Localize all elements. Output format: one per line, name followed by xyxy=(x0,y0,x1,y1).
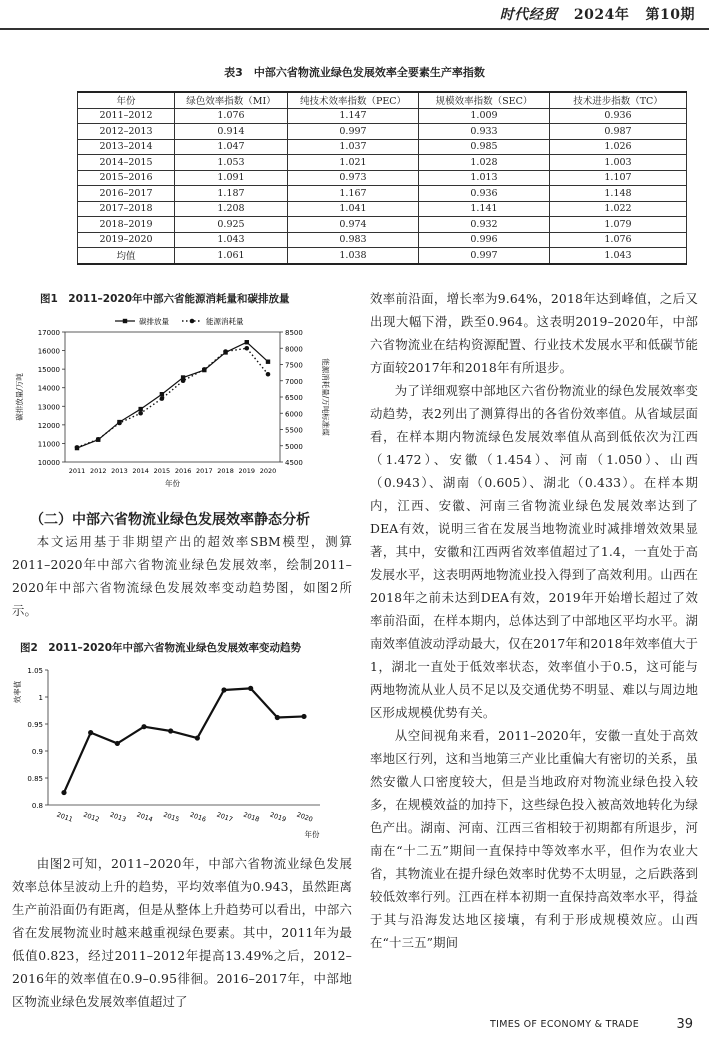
y-tick-label: 0.85 xyxy=(27,775,43,783)
right-tick-label: 4500 xyxy=(285,459,303,467)
table-cell: 1.038 xyxy=(288,248,419,264)
table-cell: 2012–2013 xyxy=(78,124,175,140)
efficiency-point xyxy=(88,730,93,735)
efficiency-point xyxy=(115,741,120,746)
table-cell: 1.076 xyxy=(550,232,687,248)
energy-point xyxy=(244,346,249,351)
running-header xyxy=(500,4,695,24)
energy-point xyxy=(181,378,186,383)
left-tick-label: 12000 xyxy=(37,421,60,430)
table-cell: 1.147 xyxy=(288,108,419,124)
table-row xyxy=(78,155,687,171)
table-cell: 0.933 xyxy=(419,124,550,140)
table-cell: 2014–2015 xyxy=(78,155,175,171)
efficiency-point xyxy=(168,728,173,733)
table-row xyxy=(78,217,687,233)
efficiency-table xyxy=(77,91,687,265)
y-tick-label: 0.8 xyxy=(31,802,43,810)
x-tick-label: 2020 xyxy=(259,467,277,475)
carbon-point xyxy=(138,407,142,411)
energy-consumption-line xyxy=(77,348,268,447)
table-cell: 1.148 xyxy=(550,186,687,202)
energy-point xyxy=(202,367,207,372)
x-tick-label: 2017 xyxy=(196,467,213,475)
energy-point xyxy=(96,437,101,442)
x-tick-label: 2015 xyxy=(153,467,171,475)
paragraph-text: 由图2可知，2011–2020年，中部六省物流业绿色发展效率总体呈波动上升的趋势，平均效率值为0.943，虽然距离生产前沿面仍有距离，但是从整体上升趋势可以看出，中部六省在发展物流业时越来越重视绿色要素。其中，2011年为最低值0.823，经过2011–2012年提高13.49%之后，2012–2016年的效率值在0.9–0.95徘徊。2016–2017年，中部地区物流业绿色发展效率值超过了 xyxy=(12,856,352,1009)
x-tick-label: 2019 xyxy=(238,467,256,475)
right-tick-label: 5000 xyxy=(285,442,303,451)
right-tick-label: 8000 xyxy=(285,345,303,354)
table-cell: 1.047 xyxy=(175,139,288,155)
x-tick-label: 2013 xyxy=(111,467,128,475)
carbon-point xyxy=(245,340,249,344)
figure2-caption: 图2 2011–2020年中部六省物流业绿色发展效率变动趋势 xyxy=(20,642,302,654)
table-cell: 0.987 xyxy=(550,124,687,140)
table-cell: 2015–2016 xyxy=(78,170,175,186)
journal-name: 时代经贸 xyxy=(499,7,558,23)
table-row xyxy=(78,170,687,186)
table-cell: 1.079 xyxy=(550,217,687,233)
table-cell: 2013–2014 xyxy=(78,139,175,155)
x-tick-label: 2018 xyxy=(242,810,261,824)
energy-point xyxy=(266,372,271,377)
left-axis-label: 碳排放量/万吨 xyxy=(15,373,24,421)
legend-carbon-label: 碳排放量 xyxy=(139,317,169,326)
energy-point xyxy=(160,396,165,401)
table-cell: 1.013 xyxy=(419,170,550,186)
energy-point xyxy=(75,445,80,450)
table-cell: 1.053 xyxy=(175,155,288,171)
table-cell: 1.208 xyxy=(175,201,288,217)
x-tick-label: 2020 xyxy=(295,810,314,824)
energy-point xyxy=(117,421,122,426)
efficiency-point xyxy=(301,714,306,719)
table-cell: 1.141 xyxy=(419,201,550,217)
x-tick-label: 2012 xyxy=(82,810,101,824)
section-heading: （二）中部六省物流业绿色发展效率静态分析 xyxy=(30,512,310,528)
table-cell: 1.167 xyxy=(288,186,419,202)
footer-journal: TIMES OF ECONOMY & TRADE xyxy=(490,1019,639,1030)
right-tick-label: 7000 xyxy=(285,377,303,386)
table-cell: 1.028 xyxy=(419,155,550,171)
y-tick-label: 0.9 xyxy=(31,748,43,756)
table-cell: 1.003 xyxy=(550,155,687,171)
table-cell: 1.061 xyxy=(175,248,288,264)
table-cell: 2017–2018 xyxy=(78,201,175,217)
table-cell: 2011–2012 xyxy=(78,108,175,124)
table-header-row xyxy=(78,92,687,108)
y-axis-label: 效率值 xyxy=(13,680,22,704)
left-tick-label: 10000 xyxy=(37,459,60,467)
table-cell: 1.091 xyxy=(175,170,288,186)
table-cell: 0.974 xyxy=(288,217,419,233)
efficiency-point xyxy=(275,715,280,720)
legend-carbon-marker xyxy=(123,319,127,323)
energy-point xyxy=(223,349,228,354)
column-header: 年份 xyxy=(78,92,175,108)
right-axis-label: 能源消耗量/万吨标准煤 xyxy=(321,358,330,436)
left-paragraph-1 xyxy=(12,530,352,622)
x-tick-label: 2018 xyxy=(217,467,234,475)
paragraph-text: 从空间视角来看，2011–2020年，安徽一直处于高效率地区行列，这和当地第三产业比重偏大有密切的关系，虽然安徽人口密度较大，但是当地政府对物流业绿色投入较多，在规模效益的加持下，这些绿色投入被高效地转化为绿色产出。湖南、河南、江西三省相较于初期都有所退步，河南在“十二五”期间一直保持中等效率水平，但作为农业大省，其物流业在提升绿色效率时优势不太明显，之后跌落到较低效率行列。江西在样本初期一直保持高效率水平，得益于其与沿海发达地区接壤，有利于形成规模效应。山西在“十三五”期间 xyxy=(370,728,698,950)
y-tick-label: 1.05 xyxy=(27,667,43,675)
right-tick-label: 6000 xyxy=(285,410,303,419)
carbon-point xyxy=(160,392,164,396)
table-row xyxy=(78,232,687,248)
paragraph-text: 效率前沿面，增长率为9.64%，2018年达到峰值，之后又出现大幅下滑，跌至0.964。这表明2019–2020年，中部六省物流业在结构资源配置、行业技术发展水平和低碳节能方面较2017年和2018年有所退步。 xyxy=(370,291,698,375)
left-tick-label: 13000 xyxy=(37,403,60,412)
table-cell: 2019–2020 xyxy=(78,232,175,248)
legend-energy-marker xyxy=(190,319,195,324)
x-tick-label: 2015 xyxy=(162,810,181,824)
plot-frame xyxy=(65,332,280,462)
x-axis-label: 年份 xyxy=(304,830,320,839)
left-tick-label: 17000 xyxy=(37,329,60,337)
table-cell: 1.009 xyxy=(419,108,550,124)
left-paragraph-2 xyxy=(12,852,352,1013)
table-cell: 1.043 xyxy=(550,248,687,264)
table-cell: 0.997 xyxy=(419,248,550,264)
x-axis-label: 年份 xyxy=(165,479,180,488)
figure1-caption: 图1 2011–2020年中部六省能源消耗量和碳排放量 xyxy=(40,293,290,305)
right-tick-label: 6500 xyxy=(285,394,303,402)
y-tick-label: 1 xyxy=(38,694,43,702)
table-cell: 1.022 xyxy=(550,201,687,217)
table-cell: 0.925 xyxy=(175,217,288,233)
table-cell: 1.107 xyxy=(550,170,687,186)
left-tick-label: 11000 xyxy=(37,440,60,449)
column-header: 规模效率指数（SEC） xyxy=(419,92,550,108)
header-rule xyxy=(0,28,709,30)
right-tick-label: 8500 xyxy=(285,329,303,337)
column-header: 绿色效率指数（MI） xyxy=(175,92,288,108)
figure2-chart xyxy=(10,660,340,840)
right-tick-label: 7500 xyxy=(285,361,303,370)
journal-issue: 第10期 xyxy=(645,7,695,23)
table-cell: 0.973 xyxy=(288,170,419,186)
legend-energy-label: 能源消耗量 xyxy=(206,317,244,326)
x-tick-label: 2012 xyxy=(89,467,107,475)
table-cell: 1.076 xyxy=(175,108,288,124)
table-cell: 1.026 xyxy=(550,139,687,155)
table-cell: 0.914 xyxy=(175,124,288,140)
table-row xyxy=(78,248,687,264)
table-cell: 1.037 xyxy=(288,139,419,155)
table-row xyxy=(78,201,687,217)
table-cell: 0.936 xyxy=(419,186,550,202)
table-cell: 0.932 xyxy=(419,217,550,233)
column-header: 技术进步指数（TC） xyxy=(550,92,687,108)
energy-point xyxy=(138,411,143,416)
table-cell: 1.021 xyxy=(288,155,419,171)
table-row xyxy=(78,186,687,202)
x-tick-label: 2011 xyxy=(55,810,74,824)
efficiency-point xyxy=(248,686,253,691)
table-cell: 2016–2017 xyxy=(78,186,175,202)
efficiency-line xyxy=(64,688,304,792)
right-tick-label: 5500 xyxy=(285,426,303,435)
x-tick-label: 2016 xyxy=(188,810,208,824)
table-cell: 0.997 xyxy=(288,124,419,140)
carbon-point xyxy=(266,360,270,364)
x-tick-label: 2016 xyxy=(174,467,192,475)
table-cell: 0.983 xyxy=(288,232,419,248)
x-tick-label: 2017 xyxy=(215,810,234,824)
efficiency-point xyxy=(221,687,226,692)
x-tick-label: 2014 xyxy=(132,467,149,475)
left-tick-label: 16000 xyxy=(37,347,60,356)
efficiency-point xyxy=(195,735,200,740)
y-tick-label: 0.95 xyxy=(27,721,43,729)
table-row xyxy=(78,108,687,124)
table-cell: 0.985 xyxy=(419,139,550,155)
table-cell: 1.187 xyxy=(175,186,288,202)
table-cell: 2018–2019 xyxy=(78,217,175,233)
left-tick-label: 14000 xyxy=(37,384,60,393)
table-cell: 0.936 xyxy=(550,108,687,124)
carbon-emission-line xyxy=(77,342,268,448)
column-header: 纯技术效率指数（PEC） xyxy=(288,92,419,108)
x-tick-label: 2014 xyxy=(135,810,154,824)
table-cell: 1.041 xyxy=(288,201,419,217)
journal-year: 2024年 xyxy=(573,7,630,23)
paragraph-text: 为了详细观察中部地区六省份物流业的绿色发展效率变动趋势，表2列出了测算得出的各省份效率值。从省域层面看，在样本期内物流绿色发展效率值从高到低依次为江西（1.472）、安徽（1.454）、河南（1.050）、山西（0.943）、湖南（0.605）、湖北（0.433）。在样本期内，江西、安徽、河南三省物流业绿色发展效率达到了DEA有效，说明三省在发展当地物流业时减排增效效果显著，其中，安徽和江西两省效率值超过了1.4，一直处于高发展水平，这表明两地物流业投入得到了高效利用。山西在2018年之前未达到DEA有效，2019年开始增长超过了效率前沿面，在样本期内，总体达到了中部地区平均水平。湖南效率值波动浮动最大，仅在2017年和2018年效率值大于1，湖北一直处于低效率状态，效率值小于0.5，这可能与两地物流从业人员不足以及交通优势不明显、难以与周边地区形成规模优势有关。 xyxy=(370,383,698,720)
table-cell: 均值 xyxy=(78,248,175,264)
table-cell: 1.043 xyxy=(175,232,288,248)
efficiency-point xyxy=(141,724,146,729)
table-row xyxy=(78,139,687,155)
x-tick-label: 2019 xyxy=(268,810,288,824)
x-tick-label: 2013 xyxy=(108,810,128,824)
table-caption: 表3 中部六省物流业绿色发展效率全要素生产率指数 xyxy=(224,66,485,79)
paragraph-text: 本文运用基于非期望产出的超效率SBM模型，测算2011–2020年中部六省物流业绿色发展效率，绘制2011–2020年中部六省物流绿色发展效率变动趋势图，如图2所示。 xyxy=(12,534,352,618)
left-tick-label: 15000 xyxy=(37,366,60,375)
x-tick-label: 2011 xyxy=(68,467,86,475)
right-column xyxy=(370,287,698,954)
efficiency-point xyxy=(61,790,66,795)
figure1-chart xyxy=(10,312,340,492)
table-cell: 0.996 xyxy=(419,232,550,248)
page-number: 39 xyxy=(676,1017,693,1032)
table-row xyxy=(78,124,687,140)
